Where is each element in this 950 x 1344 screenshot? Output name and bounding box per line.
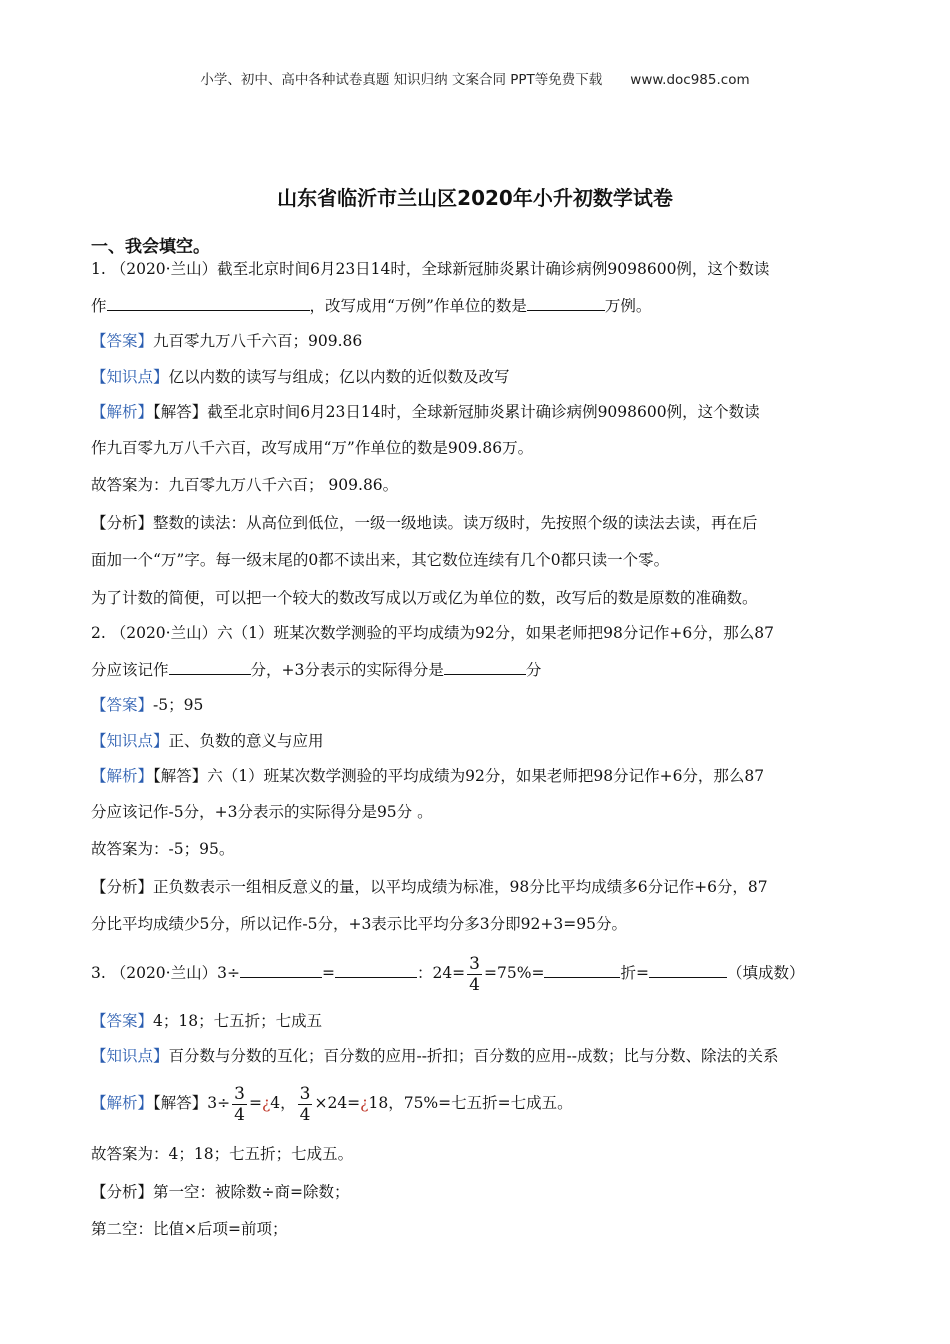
q1-blank-2[interactable] [527, 294, 605, 311]
q1-answer [91, 330, 362, 352]
analysis-text: 【解答】截至北京时间6月23日14时，全球新冠肺炎累计确诊病例9098600例，这个数读 [153, 403, 760, 421]
q3-suffix: （填成数） [726, 964, 805, 982]
q3-fenxi-1: 【分析】第一空：被除数÷商=除数； [91, 1183, 350, 1201]
q2-fenxi-2: 分比平均成绩少5分，所以记作-5分，+3表示比平均分多3分即92+3=95分。 [91, 915, 627, 933]
q3-zhe: 折= [620, 964, 649, 982]
q2-text-a: 分应该记作 [91, 661, 169, 679]
analysis-mark-2: ¿ [360, 1094, 369, 1112]
q3-fraction [467, 954, 482, 995]
q1-line2 [91, 294, 651, 317]
q1-knowledge [91, 366, 510, 388]
knowledge-text: 百分数与分数的互化；百分数的应用--折扣；百分数的应用--成数；比与分数、除法的关系 [168, 1047, 779, 1065]
q2-line1: 2. （2020·兰山）六（1）班某次数学测验的平均成绩为92分，如果老师把98分记作+6分，那么87 [91, 624, 774, 642]
q3-answer [91, 1010, 322, 1032]
analysis-text-c: 4， [270, 1094, 296, 1112]
answer-text: 4；18；七五折；七成五 [153, 1012, 323, 1030]
q1-fenxi-1: 【分析】整数的读法：从高位到低位，一级一级地读。读万级时，先按照个级的读法去读，再在后 [91, 514, 758, 532]
knowledge-text: 亿以内数的读写与组成；亿以内数的近似数及改写 [168, 368, 510, 386]
q2-analysis-2: 分应该记作-5分，+3分表示的实际得分是95分 。 [91, 803, 433, 821]
knowledge-tag: 【知识点】 [91, 368, 169, 386]
q3-colon: ：24= [416, 964, 466, 982]
analysis-tag: 【解析】 [91, 1094, 154, 1112]
q3-blank-1[interactable] [240, 961, 322, 978]
analysis-fraction-1 [232, 1084, 247, 1125]
knowledge-tag: 【知识点】 [91, 1047, 169, 1065]
q2-text-b: 分，+3分表示的实际得分是 [250, 661, 444, 679]
analysis-text-b: = [248, 1094, 262, 1112]
q3-therefore: 故答案为：4；18；七五折；七成五。 [91, 1145, 354, 1163]
analysis-text: 【解答】六（1）班某次数学测验的平均成绩为92分，如果老师把98分记作+6分，那么87 [153, 767, 765, 785]
page-header [0, 68, 950, 88]
knowledge-text: 正、负数的意义与应用 [168, 732, 324, 750]
answer-tag: 【答案】 [91, 332, 154, 350]
analysis-text-d: ×24= [314, 1094, 361, 1112]
q3-prefix: 3. （2020·兰山）3÷ [91, 964, 240, 982]
q1-fenxi-2: 面加一个“万”字。每一级末尾的0都不读出来，其它数位连续有几个0都只读一个零。 [91, 551, 670, 569]
q1-analysis-2: 作九百零九万八千六百，改写成用“万”作单位的数是909.86万。 [91, 439, 534, 457]
q3-analysis [91, 1082, 573, 1125]
q3-eq: = [321, 964, 335, 982]
q2-analysis-1 [91, 765, 764, 787]
fraction-denominator: 4 [469, 974, 480, 995]
q1-blank-1[interactable] [107, 294, 310, 311]
q2-blank-1[interactable] [169, 658, 251, 675]
q2-line2 [91, 658, 541, 681]
analysis-text-e: 18，75%=七五折=七成五。 [368, 1094, 573, 1112]
q2-blank-2[interactable] [444, 658, 526, 675]
q3-knowledge [91, 1045, 778, 1067]
analysis-text-a: 【解答】3÷ [153, 1094, 231, 1112]
q3-blank-4[interactable] [649, 961, 727, 978]
answer-tag: 【答案】 [91, 696, 154, 714]
answer-text: -5；95 [153, 696, 204, 714]
section-heading: 一、我会填空。 [91, 237, 210, 257]
fraction-numerator: 3 [299, 1083, 311, 1104]
fraction-numerator: 3 [234, 1083, 245, 1104]
q1-text-a: 作 [91, 297, 107, 315]
q2-therefore: 故答案为：-5；95。 [91, 840, 235, 858]
fraction-denominator: 4 [299, 1104, 311, 1125]
q1-fenxi-3: 为了计数的简便，可以把一个较大的数改写成以万或亿为单位的数，改写后的数是原数的准确数。 [91, 589, 758, 607]
q3-fenxi-2: 第二空：比值×后项=前项； [91, 1220, 288, 1238]
q3-line1 [91, 952, 804, 995]
page-title: 山东省临沂市兰山区2020年小升初数学试卷 [277, 186, 673, 210]
q1-analysis-1 [91, 401, 760, 423]
q2-fenxi-1: 【分析】正负数表示一组相反意义的量，以平均成绩为标准，98分比平均成绩多6分记作+6分，87 [91, 878, 768, 896]
q2-knowledge [91, 730, 324, 752]
analysis-tag: 【解析】 [91, 403, 154, 421]
fraction-denominator: 4 [234, 1104, 245, 1125]
q3-percent: =75%= [484, 964, 545, 982]
fraction-numerator: 3 [469, 953, 480, 974]
q3-blank-3[interactable] [544, 961, 620, 978]
q1-therefore: 故答案为：九百零九万八千六百； 909.86。 [91, 476, 399, 494]
knowledge-tag: 【知识点】 [91, 732, 169, 750]
q2-answer [91, 694, 203, 716]
analysis-fraction-2 [298, 1084, 313, 1125]
q2-text-c: 分 [525, 661, 542, 679]
q1-line1: 1. （2020·兰山）截至北京时间6月23日14时，全球新冠肺炎累计确诊病例9098600例，这个数读 [91, 260, 770, 278]
q1-text-b: ，改写成用“万例”作单位的数是 [309, 297, 527, 315]
answer-text: 九百零九万八千六百；909.86 [153, 332, 363, 350]
header-text: 小学、初中、高中各种试卷真题 知识归纳 文案合同 PPT等免费下载 [200, 72, 603, 88]
q1-text-c: 万例。 [604, 297, 652, 315]
answer-tag: 【答案】 [91, 1012, 154, 1030]
q3-blank-2[interactable] [335, 961, 417, 978]
analysis-mark-1: ¿ [261, 1094, 271, 1112]
analysis-tag: 【解析】 [91, 767, 154, 785]
header-url[interactable]: www.doc985.com [630, 72, 750, 88]
